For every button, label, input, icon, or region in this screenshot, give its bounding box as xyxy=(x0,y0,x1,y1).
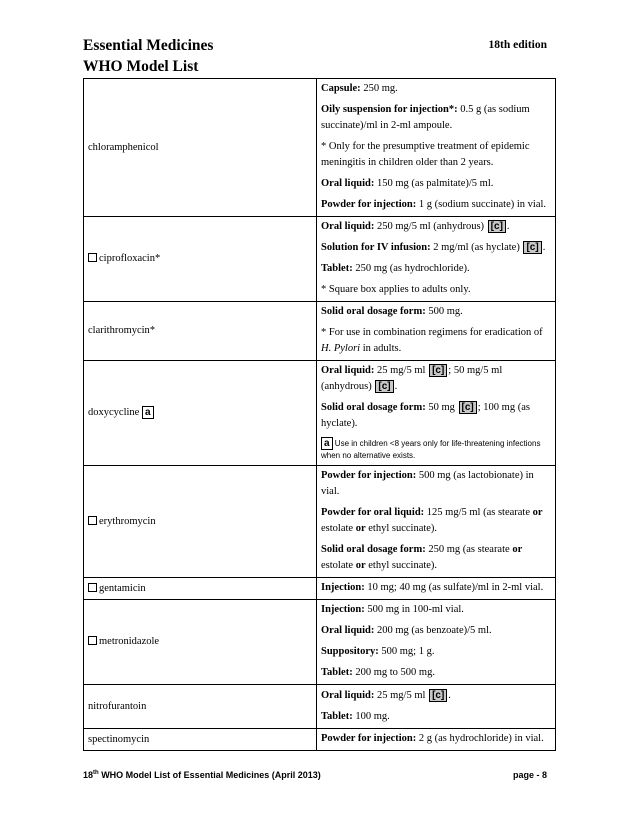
medicine-name-cell xyxy=(84,600,317,685)
form-text-after: ethyl succinate). xyxy=(365,560,438,571)
header-edition: 18th edition xyxy=(488,39,547,51)
dosage-form xyxy=(321,731,551,747)
form-text: 250 mg. xyxy=(360,83,398,94)
age-restriction-badge: a xyxy=(321,437,333,450)
form-text-after: . xyxy=(394,381,398,392)
form-text: 250 mg/5 ml (anhydrous) xyxy=(374,221,487,232)
dosage-form xyxy=(321,219,551,235)
form-text: 2 g (as hydrochloride) in vial. xyxy=(416,733,544,744)
children-badge: [c] xyxy=(488,220,506,233)
medicine-name: doxycycline xyxy=(88,407,140,418)
dosage-forms-cell xyxy=(317,578,556,600)
table-row xyxy=(84,217,556,302)
footer-edition-suffix: th xyxy=(93,770,99,776)
form-text-after: estolate xyxy=(321,523,356,534)
form-text: 25 mg/5 ml xyxy=(374,689,429,701)
square-box-icon xyxy=(88,583,97,592)
note-text: Use in children <8 years only for life-threatening infections when no alternative exists. xyxy=(321,439,541,460)
form-text-after: ; 50 mg/5 ml (anhydrous) xyxy=(321,365,503,392)
form-label: Powder for injection: xyxy=(321,199,417,210)
form-label: Injection: xyxy=(321,604,365,615)
form-text: 500 mg in 100-ml vial. xyxy=(364,604,464,615)
square-box-icon xyxy=(88,636,97,645)
dosage-form xyxy=(321,400,551,432)
age-restriction-badge: a xyxy=(142,406,154,419)
square-box-icon xyxy=(88,516,97,525)
note-text: * For use in combination regimens for eradication of xyxy=(321,327,543,338)
medicine-name-cell xyxy=(84,79,317,217)
medicine-name: clarithromycin* xyxy=(88,325,156,336)
medicine-name-cell xyxy=(84,578,317,600)
medicine-name-cell xyxy=(84,685,317,729)
form-text: 150 mg (as palmitate)/5 ml. xyxy=(374,178,494,189)
form-text: 500 mg; 1 g. xyxy=(378,646,435,657)
children-badge: [c] xyxy=(375,380,393,393)
footer-text: WHO Model List of Essential Medicines (April 2013) xyxy=(98,770,321,780)
note-after: in adults. xyxy=(360,343,402,354)
form-text-after: . xyxy=(542,242,546,253)
form-label: Capsule: xyxy=(321,83,361,94)
dosage-forms-cell xyxy=(317,361,556,466)
dosage-form xyxy=(321,240,551,256)
form-text: 200 mg (as benzoate)/5 ml. xyxy=(374,625,492,636)
dosage-form xyxy=(321,580,551,596)
form-text: 250 mg (as stearate xyxy=(425,544,513,555)
medicine-name: gentamicin xyxy=(99,582,146,594)
form-label: Powder for injection: xyxy=(321,733,417,744)
form-text-after: ; 100 mg (as hyclate). xyxy=(321,402,530,429)
children-badge: [c] xyxy=(429,689,447,702)
dosage-form xyxy=(321,623,551,639)
form-label: Oral liquid: xyxy=(321,689,375,701)
note-text: * Only for the presumptive treatment of epidemic meningitis in children older than 2 years. xyxy=(321,141,530,168)
medicines-table xyxy=(83,78,556,751)
form-text: 0.5 g (as sodium succinate)/ml in 2-ml ampoule. xyxy=(321,104,530,131)
form-label: Solution for IV infusion: xyxy=(321,242,431,253)
age-restriction-note xyxy=(321,437,551,462)
medicine-name-cell xyxy=(84,466,317,578)
dosage-form xyxy=(321,709,551,725)
page-header-title xyxy=(83,35,213,77)
table-row xyxy=(84,79,556,217)
dosage-note xyxy=(321,325,551,357)
children-badge: [c] xyxy=(429,364,447,377)
form-label: Solid oral dosage form: xyxy=(321,544,426,555)
table-row xyxy=(84,600,556,685)
dosage-forms-cell xyxy=(317,729,556,751)
form-text: 125 mg/5 ml (as stearate xyxy=(424,507,533,518)
form-or: or xyxy=(512,544,523,555)
form-text-after: estolate xyxy=(321,560,356,571)
form-label: Powder for oral liquid: xyxy=(321,507,425,518)
form-label: Solid oral dosage form: xyxy=(321,402,426,413)
medicine-name-cell xyxy=(84,361,317,466)
table-row xyxy=(84,578,556,600)
table-row xyxy=(84,466,556,578)
dosage-form xyxy=(321,102,551,134)
dosage-form xyxy=(321,81,551,97)
form-label: Injection: xyxy=(321,582,365,593)
children-badge: [c] xyxy=(523,241,541,254)
table-row xyxy=(84,361,556,466)
medicine-name: metronidazole xyxy=(99,636,160,647)
dosage-forms-cell xyxy=(317,466,556,578)
form-text-after: . xyxy=(506,221,510,232)
form-text: 2 mg/ml (as hyclate) xyxy=(430,242,523,253)
form-text: 50 mg xyxy=(425,402,458,413)
dosage-form xyxy=(321,468,551,500)
footer-edition-number: 18 xyxy=(83,770,94,780)
form-or: or xyxy=(532,507,543,518)
dosage-form xyxy=(321,176,551,192)
form-text: 100 mg. xyxy=(352,710,390,722)
medicine-name: nitrofurantoin xyxy=(88,700,147,712)
form-label: Powder for injection: xyxy=(321,470,417,481)
medicine-name-cell xyxy=(84,217,317,302)
form-text-after: ethyl succinate). xyxy=(365,523,438,534)
form-label: Oral liquid: xyxy=(321,221,375,232)
dosage-form xyxy=(321,665,551,681)
form-label: Tablet: xyxy=(321,263,353,274)
table-row xyxy=(84,685,556,729)
dosage-forms-cell xyxy=(317,79,556,217)
dosage-note xyxy=(321,282,551,298)
dosage-note xyxy=(321,139,551,171)
form-label: Oral liquid: xyxy=(321,178,375,189)
form-text: 1 g (sodium succinate) in vial. xyxy=(416,199,547,210)
medicine-name: ciprofloxacin* xyxy=(99,253,161,264)
dosage-form xyxy=(321,505,551,537)
form-label: Tablet: xyxy=(321,710,353,722)
form-label: Oral liquid: xyxy=(321,625,375,636)
form-text: 10 mg; 40 mg (as sulfate)/ml in 2-ml vial. xyxy=(364,582,544,593)
dosage-forms-cell xyxy=(317,217,556,302)
form-label: Suppository: xyxy=(321,646,379,657)
dosage-form xyxy=(321,602,551,618)
dosage-form xyxy=(321,363,551,395)
children-badge: [c] xyxy=(459,401,477,414)
form-text-after: . xyxy=(448,689,451,701)
dosage-forms-cell xyxy=(317,302,556,361)
form-label: Solid oral dosage form: xyxy=(321,306,426,317)
form-text: 25 mg/5 ml xyxy=(374,365,429,376)
dosage-form xyxy=(321,542,551,574)
form-text: 250 mg (as hydrochloride). xyxy=(352,263,470,274)
form-or: or xyxy=(355,523,366,534)
form-text: 500 mg. xyxy=(425,306,463,317)
medicine-name: chloramphenicol xyxy=(88,141,159,153)
medicine-name-cell xyxy=(84,302,317,361)
header-title-line1: Essential Medicines xyxy=(83,37,214,54)
square-box-icon xyxy=(88,253,97,262)
form-label: Tablet: xyxy=(321,667,353,678)
medicine-name-cell xyxy=(84,729,317,751)
note-text: * Square box applies to adults only. xyxy=(321,284,471,295)
dosage-forms-cell xyxy=(317,600,556,685)
medicine-name: erythromycin xyxy=(99,515,156,527)
medicine-name: spectinomycin xyxy=(88,733,150,745)
note-italic: H. Pylori xyxy=(321,343,361,354)
dosage-forms-cell xyxy=(317,685,556,729)
table-row xyxy=(84,302,556,361)
form-or: or xyxy=(355,560,366,571)
form-text: 200 mg to 500 mg. xyxy=(352,667,435,678)
form-label: Oily suspension for injection*: xyxy=(321,104,458,115)
page-footer xyxy=(83,770,321,780)
page-number: page - 8 xyxy=(512,770,547,780)
header-title-line2: WHO Model List xyxy=(83,58,199,75)
dosage-form xyxy=(321,197,551,213)
dosage-form xyxy=(321,688,551,704)
table-row xyxy=(84,729,556,751)
dosage-form xyxy=(321,644,551,660)
form-label: Oral liquid: xyxy=(321,365,375,376)
form-text: 500 mg (as lactobionate) in vial. xyxy=(321,470,534,497)
dosage-form xyxy=(321,261,551,277)
dosage-form xyxy=(321,304,551,320)
